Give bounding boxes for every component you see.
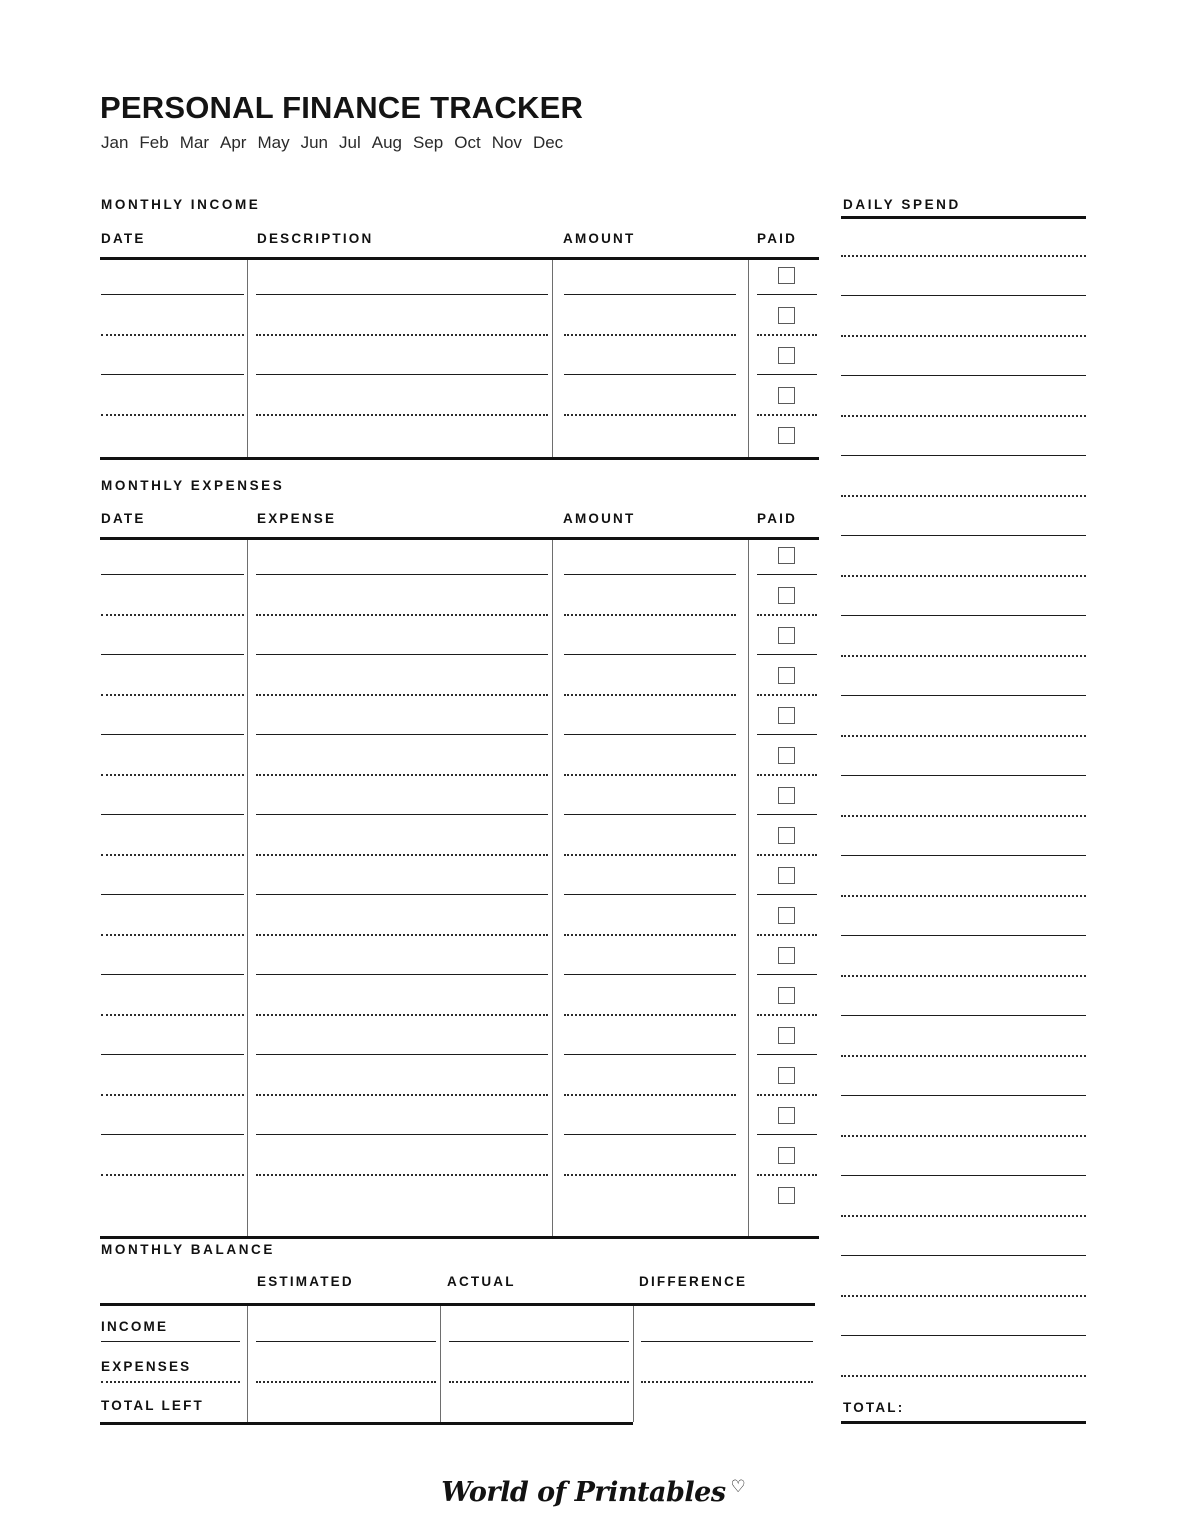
- balance-row-label-income: INCOME: [101, 1319, 169, 1334]
- income-table-top-rule: [100, 257, 819, 260]
- income-column-header-amount: AMOUNT: [563, 231, 636, 246]
- expense-write-line-dotted-r6-c4[interactable]: [757, 774, 817, 776]
- month-option-jul[interactable]: Jul: [339, 133, 361, 152]
- expense-write-line-dotted-r12-c4[interactable]: [757, 1014, 817, 1016]
- balance-column-header-estimated: ESTIMATED: [257, 1274, 354, 1289]
- expense-write-line-solid-r9-c2[interactable]: [256, 894, 548, 895]
- expense-write-line-dotted-r6-c2[interactable]: [256, 774, 548, 776]
- daily-spend-line-dotted-7[interactable]: [841, 495, 1086, 497]
- income-write-line-solid-r3-c3[interactable]: [564, 374, 736, 375]
- expense-write-line-solid-r13-c3[interactable]: [564, 1054, 736, 1055]
- balance-write-line-solid-r1-c4[interactable]: [641, 1341, 813, 1342]
- daily-spend-line-solid-12[interactable]: [841, 695, 1086, 696]
- expense-write-line-solid-r1-c1[interactable]: [101, 574, 244, 575]
- income-write-line-solid-r1-c4[interactable]: [757, 294, 817, 295]
- income-write-line-solid-r3-c2[interactable]: [256, 374, 548, 375]
- expense-column-divider-1: [247, 540, 248, 1236]
- balance-column-header-difference: DIFFERENCE: [639, 1274, 748, 1289]
- expense-write-line-dotted-r14-c1[interactable]: [101, 1094, 244, 1096]
- income-paid-checkbox-3[interactable]: [778, 347, 795, 364]
- expense-write-line-solid-r5-c2[interactable]: [256, 734, 548, 735]
- expense-write-line-solid-r7-c2[interactable]: [256, 814, 548, 815]
- daily-spend-heading-rule: [841, 216, 1086, 219]
- income-column-divider-1: [247, 260, 248, 457]
- income-write-line-dotted-r2-c4[interactable]: [757, 334, 817, 336]
- expense-write-line-solid-r5-c4[interactable]: [757, 734, 817, 735]
- expense-paid-checkbox-5[interactable]: [778, 707, 795, 724]
- expense-write-line-solid-r15-c3[interactable]: [564, 1134, 736, 1135]
- balance-table-bottom-rule: [100, 1422, 633, 1425]
- daily-spend-line-solid-2[interactable]: [841, 295, 1086, 296]
- income-write-line-dotted-r2-c2[interactable]: [256, 334, 548, 336]
- expense-write-line-solid-r15-c2[interactable]: [256, 1134, 548, 1135]
- balance-write-line-solid-r1-c3[interactable]: [449, 1341, 629, 1342]
- daily-spend-line-dotted-15[interactable]: [841, 815, 1086, 817]
- expense-write-line-dotted-r12-c3[interactable]: [564, 1014, 736, 1016]
- balance-column-divider-1: [247, 1306, 248, 1422]
- balance-write-line-solid-r1-c2[interactable]: [256, 1341, 436, 1342]
- expense-paid-checkbox-13[interactable]: [778, 1027, 795, 1044]
- balance-row-label-total-left: TOTAL LEFT: [101, 1398, 204, 1413]
- expense-column-divider-2: [552, 540, 553, 1236]
- expense-paid-checkbox-16[interactable]: [778, 1147, 795, 1164]
- daily-spend-line-solid-6[interactable]: [841, 455, 1086, 456]
- expense-paid-checkbox-14[interactable]: [778, 1067, 795, 1084]
- expense-write-line-solid-r15-c4[interactable]: [757, 1134, 817, 1135]
- expense-write-line-dotted-r10-c3[interactable]: [564, 934, 736, 936]
- daily-spend-line-dotted-23[interactable]: [841, 1135, 1086, 1137]
- daily-spend-line-solid-14[interactable]: [841, 775, 1086, 776]
- daily-spend-total-label: TOTAL:: [843, 1400, 905, 1415]
- month-option-jan[interactable]: Jan: [101, 133, 129, 152]
- expense-paid-checkbox-2[interactable]: [778, 587, 795, 604]
- expense-write-line-dotted-r4-c4[interactable]: [757, 694, 817, 696]
- daily-spend-line-dotted-17[interactable]: [841, 895, 1086, 897]
- daily-spend-line-dotted-1[interactable]: [841, 255, 1086, 257]
- brand-logo: [0, 1478, 1187, 1506]
- expense-paid-checkbox-1[interactable]: [778, 547, 795, 564]
- income-column-header-date: DATE: [101, 231, 146, 246]
- income-column-divider-2: [552, 260, 553, 457]
- income-write-line-dotted-r4-c1[interactable]: [101, 414, 244, 416]
- expense-write-line-dotted-r8-c4[interactable]: [757, 854, 817, 856]
- monthly-balance-heading: MONTHLY BALANCE: [101, 1242, 276, 1257]
- income-paid-checkbox-5[interactable]: [778, 427, 795, 444]
- expense-write-line-dotted-r2-c3[interactable]: [564, 614, 736, 616]
- income-column-header-paid: PAID: [757, 231, 798, 246]
- expense-write-line-dotted-r8-c3[interactable]: [564, 854, 736, 856]
- expense-write-line-solid-r1-c2[interactable]: [256, 574, 548, 575]
- daily-spend-line-solid-20[interactable]: [841, 1015, 1086, 1016]
- expense-write-line-solid-r3-c3[interactable]: [564, 654, 736, 655]
- balance-row-label-expenses: EXPENSES: [101, 1359, 192, 1374]
- expense-write-line-dotted-r12-c1[interactable]: [101, 1014, 244, 1016]
- balance-column-divider-3: [633, 1306, 634, 1422]
- expense-write-line-solid-r1-c4[interactable]: [757, 574, 817, 575]
- expense-write-line-solid-r5-c3[interactable]: [564, 734, 736, 735]
- month-option-nov[interactable]: Nov: [491, 133, 522, 152]
- balance-write-line-solid-r1-c1[interactable]: [101, 1341, 240, 1342]
- expense-write-line-solid-r11-c3[interactable]: [564, 974, 736, 975]
- balance-write-line-dotted-r2-c2[interactable]: [256, 1381, 436, 1383]
- expense-write-line-dotted-r2-c4[interactable]: [757, 614, 817, 616]
- daily-spend-line-dotted-5[interactable]: [841, 415, 1086, 417]
- expense-column-header-expense: EXPENSE: [257, 511, 337, 526]
- expense-paid-checkbox-8[interactable]: [778, 827, 795, 844]
- month-option-jun[interactable]: Jun: [300, 133, 329, 152]
- balance-table-top-rule: [100, 1303, 815, 1306]
- expenses-table-top-rule: [100, 537, 819, 540]
- expense-write-line-dotted-r16-c4[interactable]: [757, 1174, 817, 1176]
- expense-write-line-dotted-r8-c1[interactable]: [101, 854, 244, 856]
- expense-write-line-solid-r7-c1[interactable]: [101, 814, 244, 815]
- month-option-may[interactable]: May: [257, 133, 290, 152]
- balance-write-line-dotted-r2-c1[interactable]: [101, 1381, 240, 1383]
- expense-write-line-dotted-r12-c2[interactable]: [256, 1014, 548, 1016]
- expense-write-line-dotted-r14-c2[interactable]: [256, 1094, 548, 1096]
- expense-write-line-dotted-r14-c4[interactable]: [757, 1094, 817, 1096]
- expense-write-line-dotted-r4-c2[interactable]: [256, 694, 548, 696]
- expense-write-line-solid-r13-c2[interactable]: [256, 1054, 548, 1055]
- expense-write-line-solid-r3-c4[interactable]: [757, 654, 817, 655]
- expense-write-line-solid-r5-c1[interactable]: [101, 734, 244, 735]
- expense-write-line-dotted-r8-c2[interactable]: [256, 854, 548, 856]
- expense-write-line-dotted-r10-c4[interactable]: [757, 934, 817, 936]
- expense-write-line-solid-r1-c3[interactable]: [564, 574, 736, 575]
- expense-write-line-dotted-r4-c1[interactable]: [101, 694, 244, 696]
- daily-spend-line-solid-28[interactable]: [841, 1335, 1086, 1336]
- expense-write-line-solid-r11-c2[interactable]: [256, 974, 548, 975]
- daily-spend-line-solid-26[interactable]: [841, 1255, 1086, 1256]
- expense-write-line-dotted-r6-c3[interactable]: [564, 774, 736, 776]
- expense-column-header-date: DATE: [101, 511, 146, 526]
- income-column-divider-3: [748, 260, 749, 457]
- expense-paid-checkbox-12[interactable]: [778, 987, 795, 1004]
- daily-spend-line-dotted-21[interactable]: [841, 1055, 1086, 1057]
- month-option-oct[interactable]: Oct: [454, 133, 481, 152]
- expense-column-header-paid: PAID: [757, 511, 798, 526]
- daily-spend-line-dotted-9[interactable]: [841, 575, 1086, 577]
- income-write-line-solid-r1-c2[interactable]: [256, 294, 548, 295]
- daily-spend-total-rule: [841, 1421, 1086, 1424]
- expense-paid-checkbox-11[interactable]: [778, 947, 795, 964]
- daily-spend-line-solid-8[interactable]: [841, 535, 1086, 536]
- expense-write-line-solid-r13-c1[interactable]: [101, 1054, 244, 1055]
- expense-write-line-solid-r3-c1[interactable]: [101, 654, 244, 655]
- month-option-mar[interactable]: Mar: [179, 133, 209, 152]
- expense-write-line-dotted-r6-c1[interactable]: [101, 774, 244, 776]
- balance-write-line-dotted-r2-c4[interactable]: [641, 1381, 813, 1383]
- expense-write-line-solid-r9-c1[interactable]: [101, 894, 244, 895]
- income-write-line-dotted-r2-c3[interactable]: [564, 334, 736, 336]
- income-write-line-solid-r3-c1[interactable]: [101, 374, 244, 375]
- daily-spend-line-dotted-29[interactable]: [841, 1375, 1086, 1377]
- expense-write-line-solid-r7-c4[interactable]: [757, 814, 817, 815]
- income-write-line-dotted-r2-c1[interactable]: [101, 334, 244, 336]
- month-option-apr[interactable]: Apr: [220, 133, 247, 152]
- expense-write-line-solid-r11-c1[interactable]: [101, 974, 244, 975]
- balance-column-header-actual: ACTUAL: [447, 1274, 516, 1289]
- expense-write-line-dotted-r16-c1[interactable]: [101, 1174, 244, 1176]
- daily-spend-heading: DAILY SPEND: [843, 197, 961, 212]
- expense-write-line-solid-r7-c3[interactable]: [564, 814, 736, 815]
- daily-spend-line-solid-18[interactable]: [841, 935, 1086, 936]
- expense-write-line-solid-r11-c4[interactable]: [757, 974, 817, 975]
- expense-write-line-dotted-r2-c1[interactable]: [101, 614, 244, 616]
- expense-paid-checkbox-4[interactable]: [778, 667, 795, 684]
- expense-write-line-solid-r9-c3[interactable]: [564, 894, 736, 895]
- expense-write-line-dotted-r2-c2[interactable]: [256, 614, 548, 616]
- daily-spend-line-solid-16[interactable]: [841, 855, 1086, 856]
- income-write-line-dotted-r4-c2[interactable]: [256, 414, 548, 416]
- daily-spend-line-dotted-13[interactable]: [841, 735, 1086, 737]
- income-paid-checkbox-2[interactable]: [778, 307, 795, 324]
- month-option-dec[interactable]: Dec: [532, 133, 564, 152]
- expense-write-line-solid-r13-c4[interactable]: [757, 1054, 817, 1055]
- month-option-feb[interactable]: Feb: [139, 133, 169, 152]
- month-selector[interactable]: [101, 134, 563, 151]
- expense-paid-checkbox-7[interactable]: [778, 787, 795, 804]
- income-write-line-dotted-r4-c3[interactable]: [564, 414, 736, 416]
- expense-paid-checkbox-9[interactable]: [778, 867, 795, 884]
- expense-write-line-dotted-r10-c2[interactable]: [256, 934, 548, 936]
- expense-write-line-dotted-r4-c3[interactable]: [564, 694, 736, 696]
- expense-paid-checkbox-17[interactable]: [778, 1187, 795, 1204]
- expense-write-line-dotted-r10-c1[interactable]: [101, 934, 244, 936]
- brand-wordmark: World of Printables: [441, 1477, 726, 1508]
- daily-spend-line-dotted-19[interactable]: [841, 975, 1086, 977]
- income-paid-checkbox-1[interactable]: [778, 267, 795, 284]
- daily-spend-line-solid-4[interactable]: [841, 375, 1086, 376]
- balance-write-line-dotted-r2-c3[interactable]: [449, 1381, 629, 1383]
- income-table-bottom-rule: [100, 457, 819, 460]
- expense-write-line-solid-r3-c2[interactable]: [256, 654, 548, 655]
- expense-write-line-dotted-r16-c3[interactable]: [564, 1174, 736, 1176]
- daily-spend-line-solid-24[interactable]: [841, 1175, 1086, 1176]
- daily-spend-line-solid-10[interactable]: [841, 615, 1086, 616]
- income-write-line-solid-r3-c4[interactable]: [757, 374, 817, 375]
- expense-write-line-solid-r9-c4[interactable]: [757, 894, 817, 895]
- income-write-line-solid-r1-c1[interactable]: [101, 294, 244, 295]
- expense-write-line-dotted-r14-c3[interactable]: [564, 1094, 736, 1096]
- expense-column-divider-3: [748, 540, 749, 1236]
- month-option-aug[interactable]: Aug: [371, 133, 402, 152]
- expense-column-header-amount: AMOUNT: [563, 511, 636, 526]
- income-write-line-solid-r1-c3[interactable]: [564, 294, 736, 295]
- daily-spend-line-dotted-27[interactable]: [841, 1295, 1086, 1297]
- heart-icon: ♡: [730, 1477, 746, 1496]
- daily-spend-line-dotted-25[interactable]: [841, 1215, 1086, 1217]
- expense-write-line-dotted-r16-c2[interactable]: [256, 1174, 548, 1176]
- balance-column-divider-2: [440, 1306, 441, 1422]
- income-column-header-description: DESCRIPTION: [257, 231, 374, 246]
- income-write-line-dotted-r4-c4[interactable]: [757, 414, 817, 416]
- income-paid-checkbox-4[interactable]: [778, 387, 795, 404]
- daily-spend-line-solid-22[interactable]: [841, 1095, 1086, 1096]
- expense-paid-checkbox-3[interactable]: [778, 627, 795, 644]
- monthly-income-heading: MONTHLY INCOME: [101, 197, 261, 212]
- expense-paid-checkbox-6[interactable]: [778, 747, 795, 764]
- expense-write-line-solid-r15-c1[interactable]: [101, 1134, 244, 1135]
- monthly-expenses-heading: MONTHLY EXPENSES: [101, 478, 285, 493]
- page-title: PERSONAL FINANCE TRACKER: [100, 90, 584, 125]
- expenses-table-bottom-rule: [100, 1236, 819, 1239]
- expense-paid-checkbox-10[interactable]: [778, 907, 795, 924]
- expense-paid-checkbox-15[interactable]: [778, 1107, 795, 1124]
- month-option-sep[interactable]: Sep: [413, 133, 444, 152]
- daily-spend-line-dotted-3[interactable]: [841, 335, 1086, 337]
- daily-spend-line-dotted-11[interactable]: [841, 655, 1086, 657]
